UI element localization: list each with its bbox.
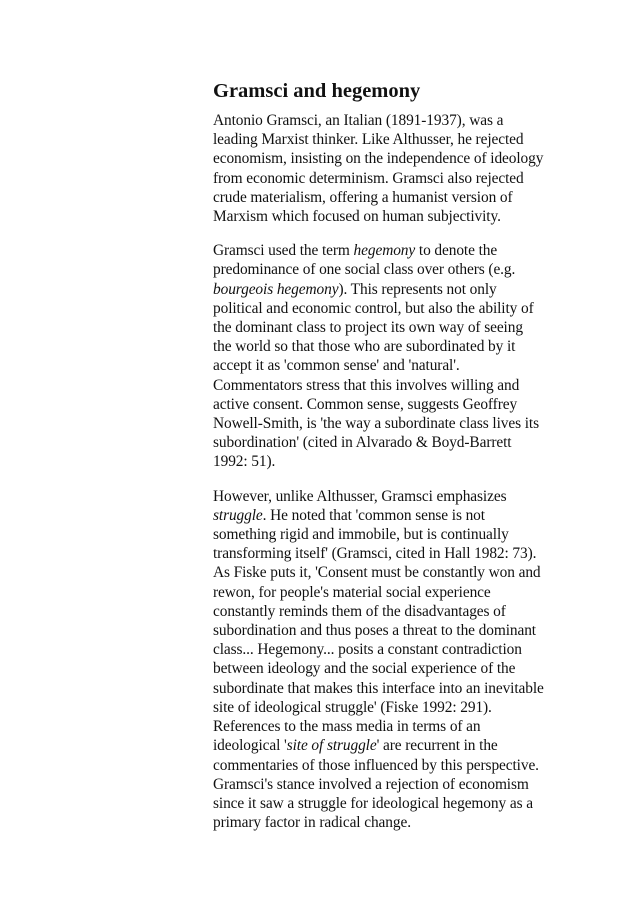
italic-term: struggle (213, 506, 263, 524)
italic-term: bourgeois hegemony (213, 280, 339, 298)
paragraph-text: ). This represents not only political and economic control, but also the ability of the dominant class to project its own way of seeing the world so that those who are subordinated by it accept it as 'common sense' and 'natural'. Commentators stress that this involves willing and active consent. Common sense, suggests Geoffrey Nowell-Smith, is 'the way a subordinate class lives its subordination' (cited in Alvarado & Boyd-Barrett 1992: 51). (213, 280, 539, 471)
paragraph-intro (213, 111, 545, 226)
paragraph-text: ' are recurrent in the commentaries of those influenced by this perspective. Gramsci's stance involved a rejection of economism since it saw a struggle for ideological hegemony as a primary factor in radical change. (213, 737, 539, 832)
paragraph-struggle (213, 487, 545, 833)
paragraph-text: Gramsci used the term (213, 242, 354, 260)
paragraph-text: Antonio Gramsci, an Italian (1891-1937), was a leading Marxist thinker. Like Althusser, he rejected economism, insisting on the independence of ideology from economic determinism. Gramsci also rejected crude materialism, offering a humanist version of Marxism which focused on human subjectivity. (213, 112, 544, 226)
paragraph-text: to denote the predominance of one social class over others (e.g. (213, 242, 516, 279)
italic-term: site of struggle (286, 737, 377, 755)
paragraph-text: However, unlike Althusser, Gramsci emphasizes (213, 487, 507, 505)
page-title: Gramsci and hegemony (213, 80, 421, 102)
paragraph-hegemony-definition (213, 241, 545, 471)
italic-term: hegemony (353, 242, 416, 260)
paragraph-text: . He noted that 'common sense is not something rigid and immobile, but is continually transforming itself' (Gramsci, cited in Hall 1982: 73). As Fiske puts it, 'Consent must be constantly won and rewon, for people's material social experience constantly reminds them of the disadvantages of subordination and thus poses a threat to the dominant class... Hegemony... posits a constant contradiction between ideology and the social experience of the subordinate that makes this interface into an inevitable site of ideological struggle' (Fiske 1992: 291). References to the mass media in terms of an ideological ' (213, 506, 544, 755)
document-page (213, 78, 545, 847)
